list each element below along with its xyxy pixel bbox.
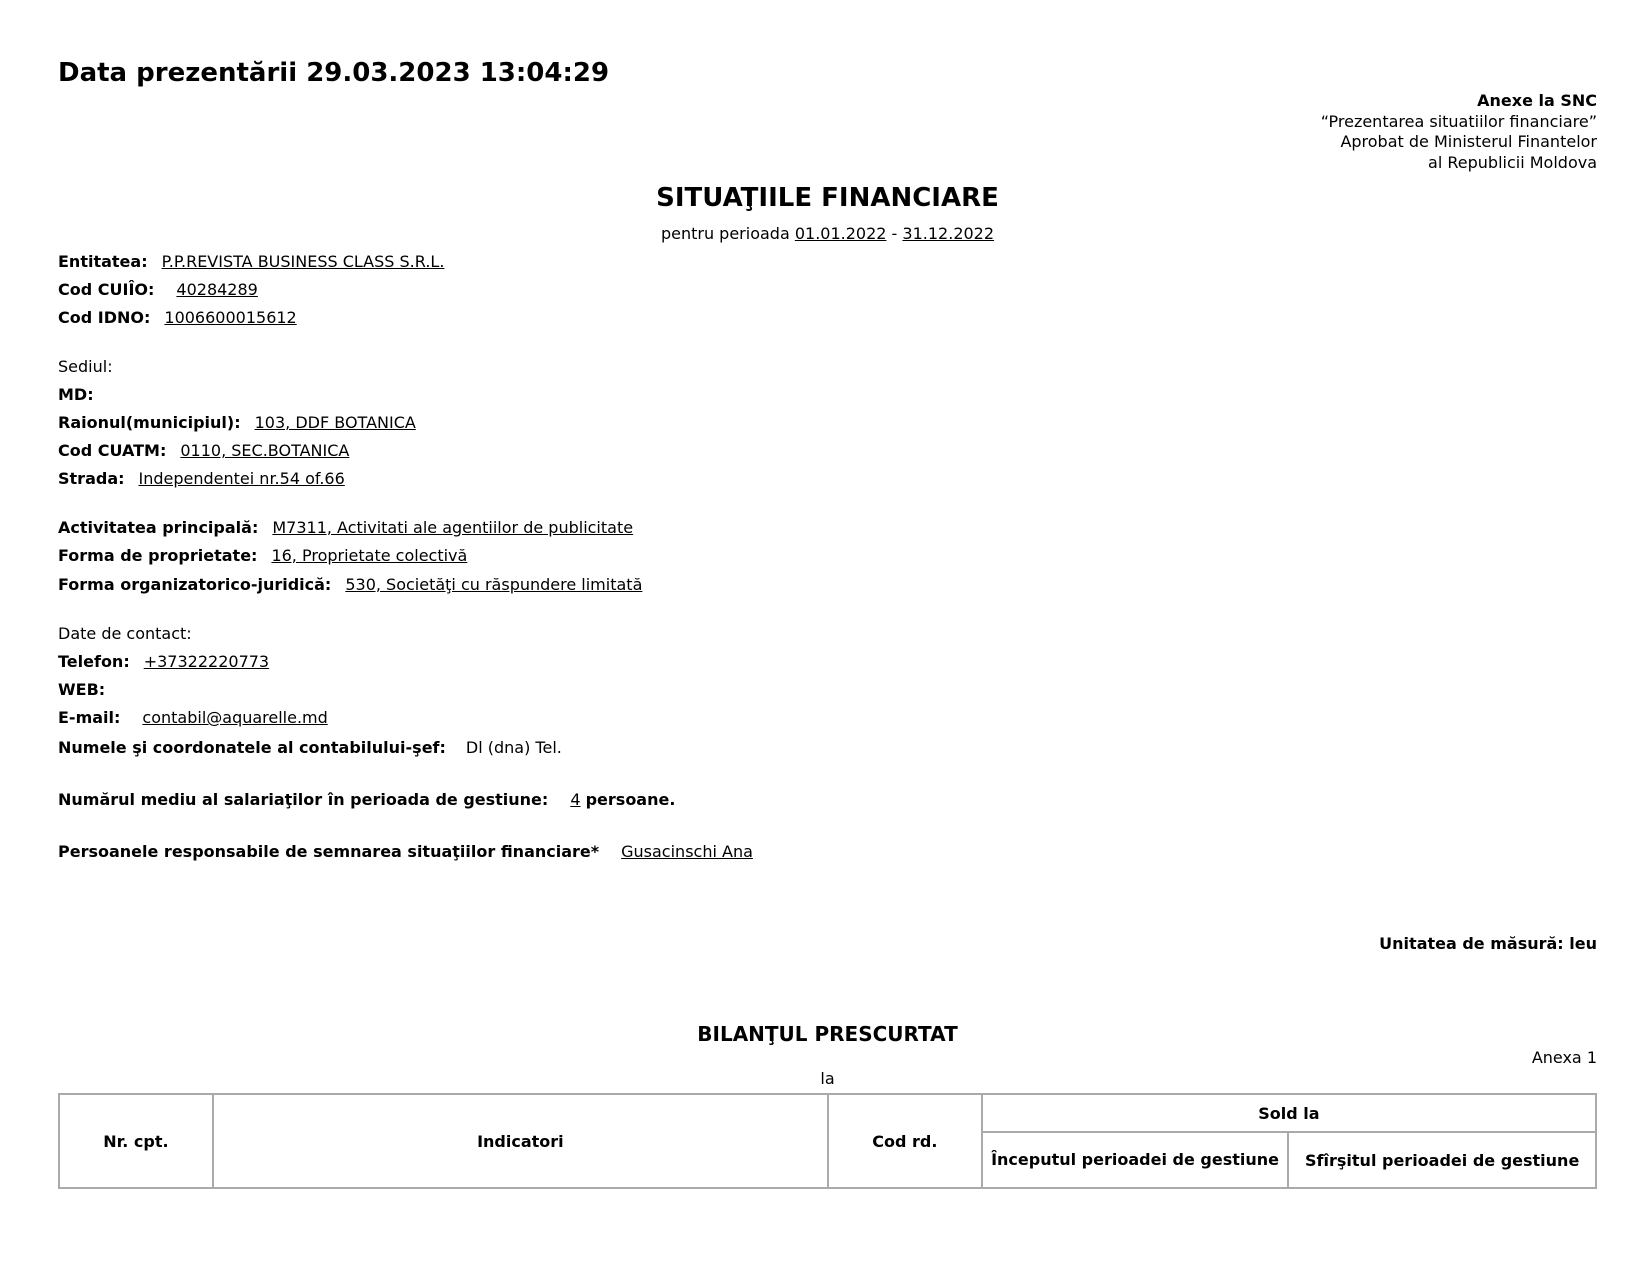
email-label: E-mail: xyxy=(58,708,121,727)
address-section-label: Sediul: xyxy=(58,357,113,376)
table-header-row xyxy=(59,1094,1596,1132)
annex-number: Anexa 1 xyxy=(1531,1048,1597,1067)
annex-note-title: Anexe la SNC xyxy=(1477,91,1597,110)
bilant-title: BILANŢUL PRESCURTAT xyxy=(697,1022,958,1046)
legal-form-label: Forma organizatorico-juridică: xyxy=(58,575,332,594)
accountant-value: Dl (dna) Tel. xyxy=(465,738,562,757)
contact-section-label: Date de contact: xyxy=(58,624,192,643)
signers-label: Persoanele responsabile de semnarea situaţiilor financiare* xyxy=(58,842,600,861)
street-row xyxy=(58,469,345,488)
signers-names: Gusacinschi Ana xyxy=(621,842,753,861)
email-row xyxy=(58,708,328,727)
employees-label: Numărul mediu al salariaţilor în perioada de gestiune: xyxy=(58,790,549,809)
document-title: SITUAŢIILE FINANCIARE xyxy=(656,183,999,213)
bilant-date-label: la xyxy=(820,1069,835,1088)
annex-note-line3: Aprobat de Ministerul Finantelor xyxy=(1340,132,1597,151)
unit-of-measure: Unitatea de măsură: leu xyxy=(1379,934,1597,953)
reporting-period xyxy=(58,224,1597,243)
cuiio-row xyxy=(58,280,258,299)
entity-name-value: P.P.REVISTA BUSINESS CLASS S.R.L. xyxy=(161,252,445,271)
presentation-date-line xyxy=(58,58,609,88)
street-label: Strada: xyxy=(58,469,125,488)
col-header-period-start: Începutul perioadei de gestiune xyxy=(982,1132,1289,1188)
col-header-balance: Sold la xyxy=(982,1094,1596,1132)
idno-label: Cod IDNO: xyxy=(58,308,151,327)
presentation-date-label: Data prezentării xyxy=(58,58,298,88)
presentation-date-value: 29.03.2023 13:04:29 xyxy=(306,58,610,88)
entity-name-label: Entitatea: xyxy=(58,252,148,271)
cuiio-value: 40284289 xyxy=(176,280,258,299)
cuatm-value: 0110, SEC.BOTANICA xyxy=(180,441,350,460)
raion-value: 103, DDF BOTANICA xyxy=(254,413,416,432)
phone-value: +37322220773 xyxy=(143,652,270,671)
legal-form-value: 530, Societăţi cu răspundere limitată xyxy=(345,575,643,594)
period-separator: - xyxy=(891,224,898,243)
cuatm-label: Cod CUATM: xyxy=(58,441,167,460)
web-label: WEB: xyxy=(58,680,106,699)
period-end: 31.12.2022 xyxy=(902,224,995,243)
bilant-table xyxy=(58,1093,1597,1189)
accountant-label: Numele şi coordonatele al contabilului-şef: xyxy=(58,738,446,757)
employees-suffix: persoane. xyxy=(585,790,676,809)
accountant-row xyxy=(58,738,562,757)
col-header-period-end: Sfîrşitul perioadei de gestiune xyxy=(1288,1132,1596,1188)
md-label: MD: xyxy=(58,385,94,404)
cuatm-row xyxy=(58,441,349,460)
main-activity-row xyxy=(58,518,633,537)
main-activity-value: M7311, Activitati ale agentiilor de publicitate xyxy=(272,518,634,537)
signers-row xyxy=(58,842,753,861)
email-link[interactable]: contabil@aquarelle.md xyxy=(142,708,328,727)
annex-note-line4: al Republicii Moldova xyxy=(1428,152,1597,172)
annex-note xyxy=(1321,91,1597,173)
period-label: pentru perioada xyxy=(660,224,790,243)
web-row xyxy=(58,680,119,699)
idno-row xyxy=(58,308,297,327)
employees-count: 4 xyxy=(570,790,581,809)
md-row xyxy=(58,385,108,404)
street-value: Independentei nr.54 of.66 xyxy=(138,469,345,488)
raion-label: Raionul(municipiul): xyxy=(58,413,241,432)
employees-row xyxy=(58,790,675,809)
cuiio-label: Cod CUIÎO: xyxy=(58,280,155,299)
col-header-indicators: Indicatori xyxy=(213,1094,828,1188)
document-page xyxy=(58,0,1597,1275)
property-form-value: 16, Proprietate colectivă xyxy=(271,546,468,565)
phone-row xyxy=(58,652,269,671)
col-header-code: Cod rd. xyxy=(828,1094,982,1188)
raion-row xyxy=(58,413,416,432)
phone-label: Telefon: xyxy=(58,652,130,671)
legal-form-row xyxy=(58,575,642,594)
entity-name-row xyxy=(58,252,444,271)
idno-value: 1006600015612 xyxy=(164,308,297,327)
col-header-nr: Nr. cpt. xyxy=(59,1094,213,1188)
annex-note-line2: “Prezentarea situatiilor financiare” xyxy=(1320,111,1597,131)
property-form-label: Forma de proprietate: xyxy=(58,546,258,565)
property-form-row xyxy=(58,546,467,565)
main-activity-label: Activitatea principală: xyxy=(58,518,259,537)
period-start: 01.01.2022 xyxy=(794,224,887,243)
